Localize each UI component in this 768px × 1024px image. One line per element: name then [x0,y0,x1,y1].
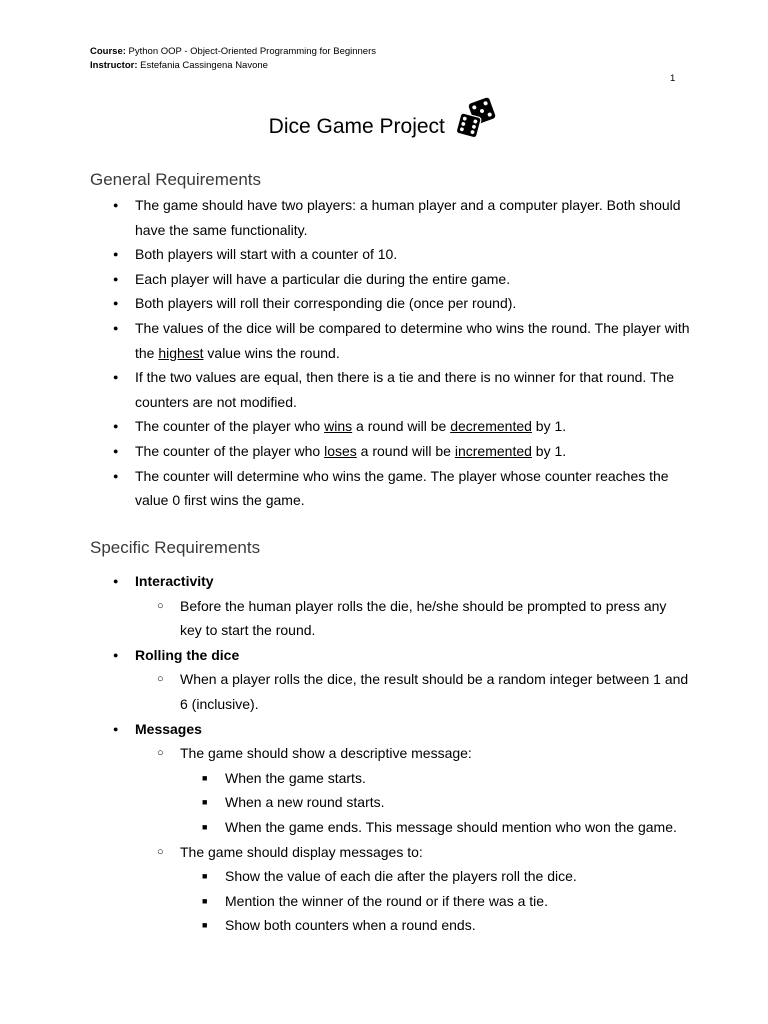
underlined-text: incremented [454,442,532,459]
list-item: ○ Before the human player rolls the die, he/she should be prompted to press any key to start the round. [135,594,690,643]
list-item: ● Each player will have a particular die during the entire game. [90,267,690,292]
specific-requirements-list [90,569,690,938]
instructor-line [90,59,376,73]
list-item: ○ The game should display messages to: ■ Show the value of each die after the players roll the dice. ■ Mention the winner of the round or if there was a tie. ■ Show both counters when a round ends. [135,840,690,938]
list-item-rolling: ● Rolling the dice ○ When a player rolls the dice, the result should be a random integer between 1 and 6 (inclusive). [90,643,690,717]
underlined-text: wins [324,418,353,435]
course-value: Python OOP - Object-Oriented Programming for Beginners [128,46,377,57]
document-header [90,45,376,73]
specific-requirements-heading: Specific Requirements [90,538,261,557]
list-item: ● Both players will roll their corresponding die (once per round). [90,291,690,316]
list-item: ○ The game should show a descriptive message: ■ When the game starts. ■ When a new round starts. ■ When the game ends. This message should mention who won the game. [135,741,690,839]
underlined-text: loses [324,442,357,459]
list-item: ● Both players will start with a counter of 10. [90,242,690,267]
page-title: Dice Game Project [268,115,445,138]
page-number: 1 [670,73,676,84]
list-item: ● If the two values are equal, then there is a tie and there is no winner for that round. The counters are not modified. [90,365,690,414]
general-requirements-heading: General Requirements [90,170,262,189]
list-item: ■ When the game ends. This message should mention who won the game. [180,815,690,840]
course-label: Course: [90,46,126,57]
list-item: ○ When a player rolls the dice, the result should be a random integer between 1 and 6 (inclusive). [135,667,690,716]
title-block [0,96,768,140]
list-item-interactivity: ● Interactivity ○ Before the human player rolls the die, he/she should be prompted to press any key to start the round. [90,569,690,643]
underlined-text: decremented [450,418,532,435]
list-item: ■ Show the value of each die after the players roll the dice. [180,864,690,889]
general-requirements-list [90,193,690,513]
instructor-label: Instructor: [90,60,138,71]
list-item: ● The game should have two players: a human player and a computer player. Both should have the same functionality. [90,193,690,242]
list-item: ■ When the game starts. [180,766,690,791]
list-item: ● The counter of the player who wins a round will be decremented by 1. [90,414,690,439]
underlined-text: highest [158,344,204,361]
list-item: ● The counter will determine who wins the game. The player whose counter reaches the value 0 first wins the game. [90,464,690,513]
list-item: ■ Show both counters when a round ends. [180,913,690,938]
list-item: ● The values of the dice will be compared to determine who wins the round. The player with the highest value wins the round. [90,316,690,365]
dice-icon [455,96,499,140]
course-line [90,45,376,59]
list-item: ● The counter of the player who loses a round will be incremented by 1. [90,439,690,464]
instructor-value: Estefania Cassingena Navone [140,60,268,71]
list-item: ■ Mention the winner of the round or if there was a tie. [180,889,690,914]
list-item: ■ When a new round starts. [180,790,690,815]
list-item-messages: ● Messages ○ The game should show a descriptive message: ■ When the game starts. ■ When a new round starts. ■ When the game ends. This message should mention who won the game. ○ The game should display messages to: ■ Show the value of each die after the players roll the dice. ■ Mention the winner of the round or if there was a tie. ■ Show both counters when a round ends. [90,717,690,938]
